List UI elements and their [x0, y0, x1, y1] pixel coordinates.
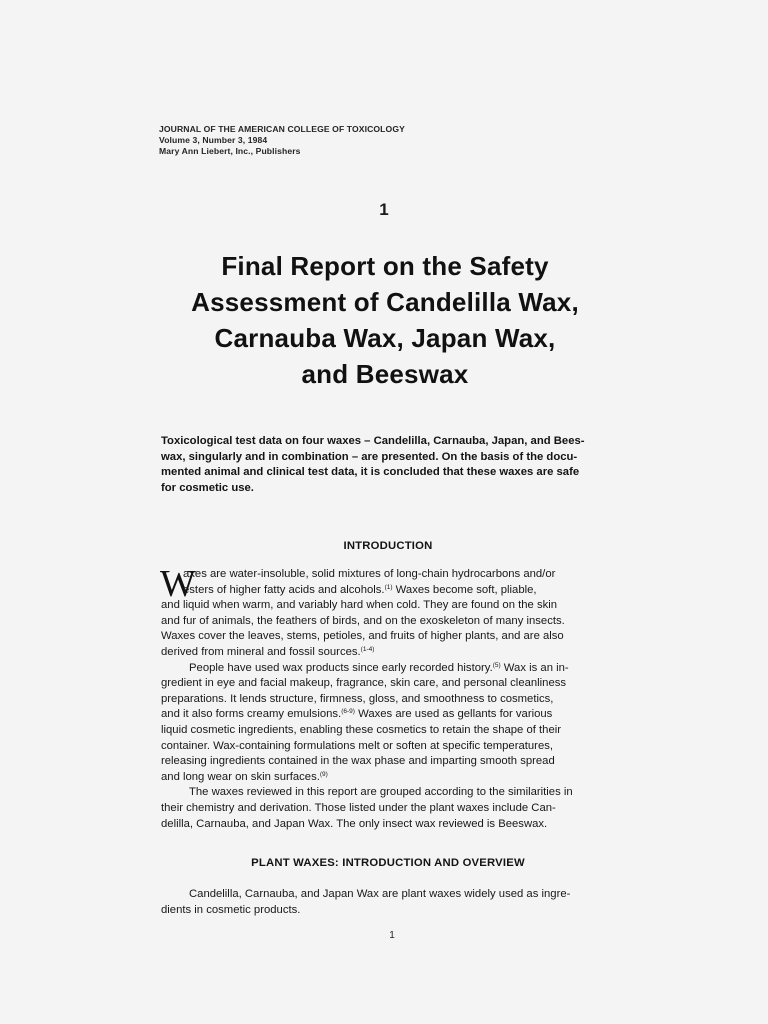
text-span: People have used wax products since early recorded history.	[189, 661, 493, 674]
chapter-number-text: 1	[379, 200, 389, 219]
title-line-1: Final Report on the Safety	[221, 251, 549, 281]
text-line	[161, 754, 611, 770]
text-line	[161, 661, 611, 677]
reference-marker: (5)	[492, 661, 501, 669]
journal-volume: Volume 3, Number 3, 1984	[159, 135, 268, 145]
text-span: The waxes reviewed in this report are grouped according to the similarities in	[189, 786, 573, 799]
text-span: Wax is an in-	[500, 661, 569, 674]
drop-cap: W	[160, 563, 196, 605]
text-span: derived from mineral and fossil sources.	[161, 645, 361, 658]
text-line	[161, 903, 611, 919]
journal-header	[159, 124, 405, 157]
text-line	[161, 614, 611, 630]
text-line	[161, 567, 611, 583]
text-line	[161, 770, 611, 786]
text-line	[161, 645, 611, 661]
journal-name: JOURNAL OF THE AMERICAN COLLEGE OF TOXICOLOGY	[159, 124, 405, 134]
text-span: container. Wax-containing formulations melt or soften at specific temperatures,	[161, 739, 554, 752]
title-line-2: Assessment of Candelilla Wax,	[191, 287, 579, 317]
text-line	[161, 676, 611, 692]
title-line-3: Carnauba Wax, Japan Wax,	[214, 323, 556, 353]
text-span: Waxes are used as gellants for various	[354, 708, 553, 721]
text-line	[161, 739, 611, 755]
text-line	[161, 817, 611, 833]
text-span: releasing ingredients contained in the wax phase and imparting smooth spread	[161, 755, 555, 768]
text-line	[161, 598, 611, 614]
page-number: 1	[389, 930, 395, 941]
abstract-line-2: wax, singularly and in combination – are presented. On the basis of the docu-	[161, 450, 578, 463]
section-heading-plant-waxes: PLANT WAXES: INTRODUCTION AND OVERVIEW	[251, 857, 525, 869]
plant-waxes-body	[161, 887, 611, 918]
text-span: dients in cosmetic products.	[161, 903, 301, 916]
text-span: gredient in eye and facial makeup, fragrance, skin care, and personal cleanliness	[161, 677, 567, 690]
text-line	[161, 887, 611, 903]
text-span: axes are water-insoluble, solid mixtures of long-chain hydrocarbons and/or	[183, 568, 556, 580]
title-line-4: and Beeswax	[301, 359, 469, 389]
text-line	[161, 629, 611, 645]
reference-marker: (1)	[384, 583, 393, 591]
article-title	[170, 248, 600, 392]
text-span: esters of higher fatty acids and alcohols.	[183, 583, 385, 596]
text-span: Candelilla, Carnauba, and Japan Wax are plant waxes widely used as ingre-	[189, 888, 571, 900]
text-line	[161, 723, 611, 739]
text-line	[161, 785, 611, 801]
text-line	[161, 707, 611, 723]
text-line	[161, 692, 611, 708]
abstract-line-3: mented animal and clinical test data, it is concluded that these waxes are safe	[161, 466, 580, 479]
reference-marker: (9)	[319, 770, 328, 778]
reference-marker: (1-4)	[360, 645, 375, 653]
text-span: and long wear on skin surfaces.	[161, 770, 320, 783]
abstract-line-1: Toxicological test data on four waxes – Candelilla, Carnauba, Japan, and Bees-	[161, 435, 585, 447]
text-span: liquid cosmetic ingredients, enabling these cosmetics to retain the shape of their	[161, 723, 562, 736]
text-span: and fur of animals, the feathers of birds, and on the exoskeleton of many insects.	[161, 614, 565, 627]
text-line	[161, 801, 611, 817]
text-span: their chemistry and derivation. Those listed under the plant waxes include Can-	[161, 801, 556, 814]
text-span: delilla, Carnauba, and Japan Wax. The only insect wax reviewed is Beeswax.	[161, 817, 548, 830]
text-span: preparations. It lends structure, firmness, gloss, and smoothness to cosmetics,	[161, 692, 554, 705]
text-span: and liquid when warm, and variably hard when cold. They are found on the skin	[161, 599, 558, 612]
journal-publisher: Mary Ann Liebert, Inc., Publishers	[159, 146, 301, 156]
text-span: Waxes cover the leaves, stems, petioles, and fruits of higher plants, and are also	[161, 630, 564, 643]
reference-marker: (6-9)	[341, 708, 355, 716]
abstract-line-4: for cosmetic use.	[161, 481, 254, 494]
section-heading-introduction: INTRODUCTION	[343, 540, 433, 552]
introduction-body	[160, 563, 611, 832]
text-span: and it also forms creamy emulsions.	[161, 708, 342, 721]
text-span: Waxes become soft, pliable,	[392, 583, 537, 596]
chapter-number	[0, 200, 768, 220]
text-line	[161, 583, 611, 599]
abstract	[161, 434, 611, 496]
